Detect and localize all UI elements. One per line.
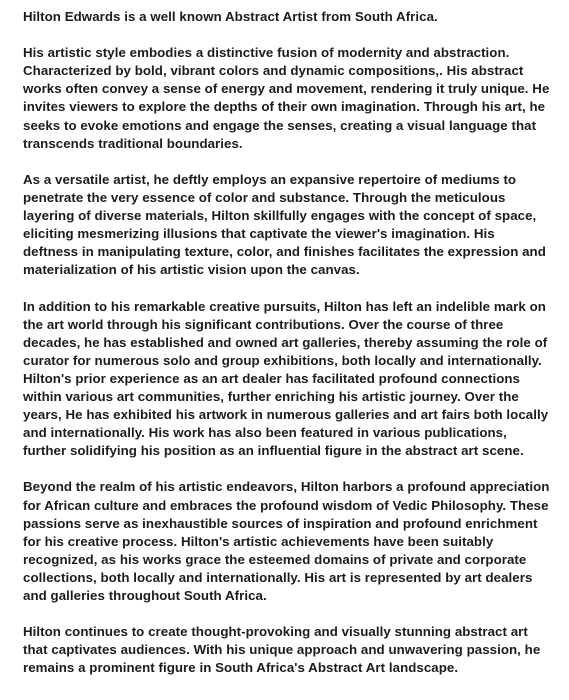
intro-paragraph: Hilton Edwards is a well known Abstract Artist from South Africa.: [23, 9, 438, 24]
contributions-paragraph: In addition to his remarkable creative pursuits, Hilton has left an indelible mark on the art world through his significant contributions. Over the course of three decades, he has established and owned art galleries, thereby assuming the role of curator for numerous solo and group exhibitions, both locally and internationally. Hilton's prior experience as an art dealer has facilitated profound connections within various art communities, further enriching his artistic journey. Over the years, He has exhibited his artwork in numerous galleries and art fairs both locally and internationally. His work has also been featured in various publications, further solidifying his position as an influential figure in the abstract art scene.: [23, 298, 549, 459]
culture-paragraph: Beyond the realm of his artistic endeavors, Hilton harbors a profound appreciation for African culture and embraces the profound wisdom of Vedic Philosophy. These passions serve as inexhaustible sources of inspiration and profound enrichment for his creative process. Hilton's artistic achievements have been suitably recognized, as his works grace the esteemed domains of private and corporate collections, both locally and internationally. His art is represented by art dealers and galleries throughout South Africa.: [23, 479, 550, 603]
closing-paragraph: Hilton continues to create thought-provoking and visually stunning abstract art that captivates audiences. With his unique approach and unwavering passion, he remains a prominent figure in South Africa's Abstract Art landscape.: [23, 624, 541, 676]
artistic-style-paragraph: His artistic style embodies a distinctive fusion of modernity and abstraction. Characterized by bold, vibrant colors and dynamic compositions,. His abstract works often convey a sense of energy and movement, rendering it truly unique. He invites viewers to explore the depths of their own imagination. Through his art, he seeks to evoke emotions and engage the senses, creating a visual language that transcends traditional boundaries.: [23, 45, 550, 151]
document-body: [23, 8, 553, 677]
mediums-paragraph: As a versatile artist, he deftly employs an expansive repertoire of mediums to penetrate the very essence of color and substance. Through the meticulous layering of diverse materials, Hilton skillfully engages with the concept of space, eliciting mesmerizing illusions that captivate the viewer's imagination. His deftness in manipulating texture, color, and finishes facilitates the expression and materialization of his artistic vision upon the canvas.: [23, 171, 546, 278]
